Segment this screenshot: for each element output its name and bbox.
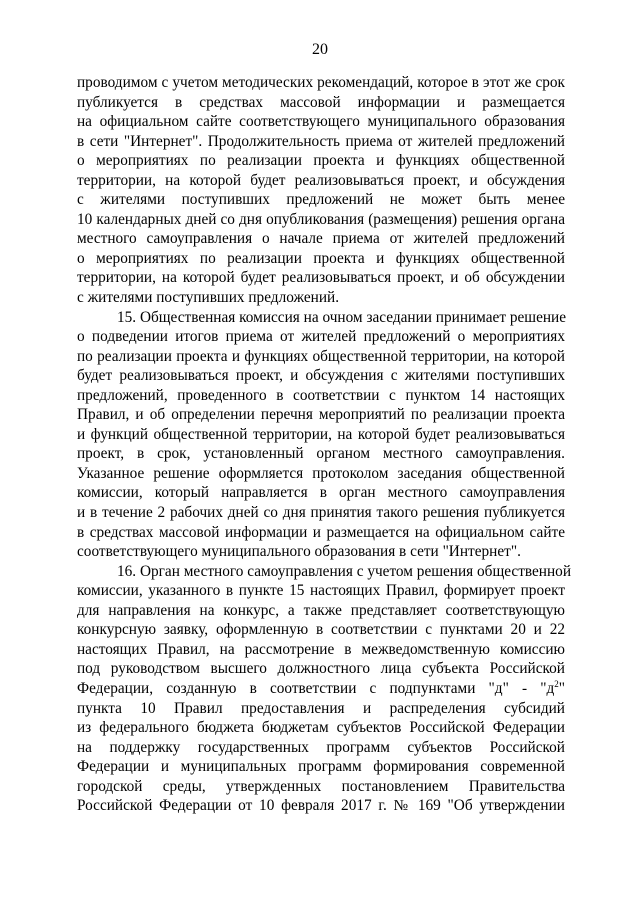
text-line: [77, 229, 565, 249]
text-line: [77, 425, 565, 445]
text-line: [77, 132, 565, 152]
text-line-content: на официальном сайте соответствующего муниципального образования: [77, 113, 565, 131]
text-line: [77, 366, 565, 386]
text-line: [77, 503, 565, 523]
text-line-content: Правил, и об определении перечня мероприятий по реализации проекта: [77, 406, 565, 424]
text-line-content: Федерации, созданную в соответствии с подпунктами "д" - "д: [77, 679, 555, 697]
text-line-content: городской среды, утвержденных постановлением Правительства: [77, 777, 565, 795]
text-line-content: 10 календарных дней со дня опубликования (размещения) решения органа: [77, 210, 565, 228]
text-line: [77, 190, 565, 210]
text-line: [77, 640, 565, 660]
text-line-tail: ": [558, 679, 565, 697]
text-line: [77, 581, 565, 601]
text-line: [77, 679, 565, 699]
text-line: [77, 444, 565, 464]
text-line-content: по реализации проекта и функциях общественной территории, на которой: [77, 347, 565, 365]
text-line: [77, 777, 565, 797]
text-line-content: с жителями поступивших предложений не может быть менее: [77, 191, 565, 209]
text-line: [77, 171, 565, 191]
text-line: [77, 483, 565, 503]
text-line: [77, 268, 565, 288]
text-line-content: Федерации и муниципальных программ формирования современной: [77, 758, 565, 776]
text-line-content: предложений, проведенного в соответствии с пунктом 14 настоящих: [77, 386, 565, 404]
text-line: [77, 308, 565, 328]
text-line: [77, 542, 565, 562]
text-line-content: и функций общественной территории, на которой будет реализовываться: [77, 425, 565, 443]
text-line-content: Указанное решение оформляется протоколом заседания общественной: [77, 464, 565, 482]
text-line-content: 15. Общественная комиссия на очном заседании принимает решение: [117, 308, 567, 326]
text-line: [77, 210, 565, 230]
text-line: [77, 738, 565, 758]
text-line: [77, 288, 565, 308]
text-line: [77, 151, 565, 171]
text-line: [77, 464, 565, 484]
text-line-content: из федерального бюджета бюджетам субъектов Российской Федерации: [77, 719, 565, 737]
text-line: [77, 659, 565, 679]
text-line-content: конкурсную заявку, оформленную в соответствии с пунктами 20 и 22: [77, 621, 565, 639]
text-line: [77, 73, 565, 93]
text-line-content: Российской Федерации от 10 февраля 2017 г. № 169 "Об утверждении: [77, 797, 565, 815]
text-line: [77, 562, 572, 582]
text-line: [77, 347, 565, 367]
text-line-content: в средствах массовой информации и размещается на официальном сайте: [77, 523, 565, 541]
text-line-content: настоящих Правил, на рассмотрение в межведомственную комиссию: [77, 640, 565, 658]
text-line: [77, 523, 565, 543]
text-line: [77, 601, 565, 621]
text-line: [77, 718, 565, 738]
text-line-content: местного самоуправления о начале приема от жителей предложений: [77, 230, 565, 248]
text-line-content: и в течение 2 рабочих дней со дня принятия такого решения публикуется: [77, 504, 565, 522]
text-line-content: будет реализовываться проект, и обсуждения с жителями поступивших: [77, 367, 565, 385]
text-line-content: соответствующего муниципального образования в сети "Интернет".: [77, 543, 521, 561]
text-line: [77, 699, 565, 719]
text-line-content: о мероприятиях по реализации проекта и функциях общественной: [77, 152, 565, 170]
text-line: [77, 620, 565, 640]
text-line-content: 16. Орган местного самоуправления с учетом решения общественной: [117, 562, 572, 580]
text-line: [77, 93, 565, 113]
text-line: [77, 405, 565, 425]
text-line-content: под руководством высшего должностного лица субъекта Российской: [77, 660, 565, 678]
text-line-content: территории, на которой будет реализовываться проект, и обсуждения: [77, 171, 565, 189]
text-line-content: о мероприятиях по реализации проекта и функциях общественной: [77, 249, 565, 267]
text-line-content: в сети "Интернет". Продолжительность приема от жителей предложений: [77, 132, 565, 150]
text-line: [77, 796, 565, 816]
text-line-content: с жителями поступивших предложений.: [77, 289, 340, 307]
text-line-content: территории, на которой будет реализовываться проект, и об обсуждении: [77, 269, 565, 287]
body-text: [77, 73, 572, 816]
page-number: 20: [312, 41, 328, 58]
text-line-content: пункта 10 Правил предоставления и распределения субсидий: [77, 699, 565, 717]
text-line-content: комиссии, который направляется в орган местного самоуправления: [77, 484, 565, 502]
text-line-content: публикуется в средствах массовой информации и размещается: [77, 93, 565, 111]
text-line-content: проект, в срок, установленный органом местного самоуправления.: [77, 445, 565, 463]
text-line: [77, 112, 565, 132]
text-line: [77, 327, 565, 347]
text-line-content: комиссии, указанного в пункте 15 настоящих Правил, формирует проект: [77, 582, 565, 600]
text-line-content: на поддержку государственных программ субъектов Российской: [77, 738, 565, 756]
text-line-content: о подведении итогов приема от жителей предложений о мероприятиях: [77, 328, 565, 346]
text-line: [77, 386, 565, 406]
text-line-content: для направления на конкурс, а также представляет соответствующую: [77, 601, 565, 619]
text-line: [77, 757, 565, 777]
text-line-content: проводимом с учетом методических рекомендаций, которое в этот же срок: [77, 74, 565, 91]
text-line: [77, 249, 565, 269]
superscript: 2: [554, 678, 559, 689]
